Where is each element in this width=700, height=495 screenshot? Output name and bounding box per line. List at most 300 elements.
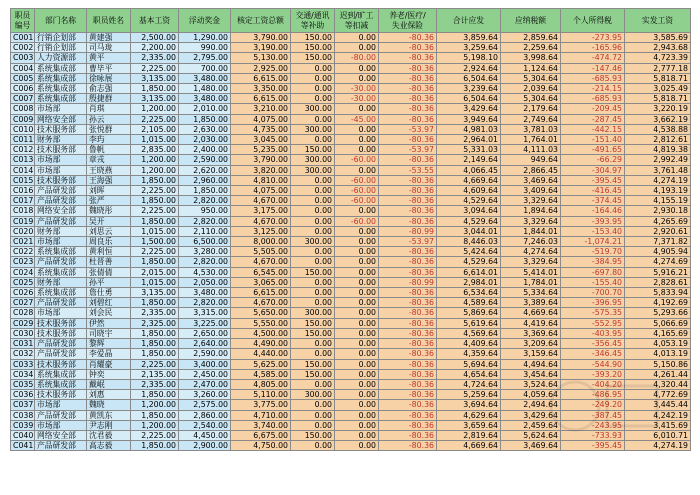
cell-deduction: 0.00	[335, 124, 379, 134]
cell-income-tax: -153.40	[561, 226, 625, 236]
cell-base-pay: 1,850.00	[131, 298, 179, 308]
cell-approved-total: 6,545.00	[231, 267, 291, 277]
cell-allowance: 0.00	[291, 114, 335, 124]
cell-name: 孙平	[87, 277, 131, 287]
cell-id: C014	[11, 165, 35, 175]
cell-approved-total: 4,810.00	[231, 175, 291, 185]
cell-name: 肖琪	[87, 104, 131, 114]
cell-income-tax: -147.46	[561, 63, 625, 73]
cell-income-tax: -387.45	[561, 410, 625, 420]
cell-net-pay: 4,193.19	[625, 186, 691, 196]
cell-bonus: 4,450.00	[179, 430, 231, 440]
cell-gross-pay: 3,659.64	[437, 420, 501, 430]
cell-income-tax: -151.40	[561, 135, 625, 145]
cell-bonus: 3,400.00	[179, 359, 231, 369]
cell-net-pay: 4,538.88	[625, 124, 691, 134]
cell-dept: 产品研发部	[35, 298, 87, 308]
cell-net-pay: 6,010.71	[625, 430, 691, 440]
cell-net-pay: 4,165.69	[625, 328, 691, 338]
table-row	[11, 104, 691, 114]
cell-allowance: 150.00	[291, 53, 335, 63]
cell-net-pay: 4,905.94	[625, 247, 691, 257]
cell-net-pay: 2,777.18	[625, 63, 691, 73]
table-row	[11, 155, 691, 165]
cell-allowance: 0.00	[291, 206, 335, 216]
cell-net-pay: 3,662.19	[625, 114, 691, 124]
table-row	[11, 359, 691, 369]
cell-net-pay: 4,242.19	[625, 410, 691, 420]
cell-gross-pay: 6,614.01	[437, 267, 501, 277]
cell-income-tax: -346.45	[561, 349, 625, 359]
header-allowance: 交通/通讯 等补助	[291, 9, 335, 33]
cell-income-tax: -374.45	[561, 196, 625, 206]
cell-income-tax: -697.80	[561, 267, 625, 277]
cell-name: 徐咏展	[87, 73, 131, 83]
cell-bonus: 2,820.00	[179, 298, 231, 308]
cell-gross-pay: 8,446.03	[437, 237, 501, 247]
cell-income-tax: -249.20	[561, 400, 625, 410]
cell-name: 司马珑	[87, 43, 131, 53]
cell-name: 刘思云	[87, 226, 131, 236]
cell-insurance: -80.36	[379, 379, 437, 389]
cell-income-tax: -165.96	[561, 43, 625, 53]
cell-income-tax: -416.45	[561, 186, 625, 196]
cell-income-tax: -214.15	[561, 84, 625, 94]
cell-taxable: 2,259.64	[501, 43, 561, 53]
cell-allowance: 0.00	[291, 196, 335, 206]
cell-gross-pay: 4,981.03	[437, 124, 501, 134]
cell-dept: 财务部	[35, 226, 87, 236]
table-row	[11, 349, 691, 359]
cell-income-tax: -393.20	[561, 369, 625, 379]
cell-dept: 市场部	[35, 420, 87, 430]
cell-insurance: -80.36	[379, 186, 437, 196]
cell-deduction: -80.00	[335, 53, 379, 63]
table-row	[11, 237, 691, 247]
cell-name: 鲁帆	[87, 145, 131, 155]
cell-allowance: 150.00	[291, 145, 335, 155]
cell-insurance: -53.97	[379, 237, 437, 247]
cell-allowance: 150.00	[291, 430, 335, 440]
cell-base-pay: 2,835.00	[131, 145, 179, 155]
cell-insurance: -80.36	[379, 339, 437, 349]
cell-deduction: -60.00	[335, 155, 379, 165]
cell-bonus: 2,110.00	[179, 226, 231, 236]
cell-name: 黄利恒	[87, 247, 131, 257]
cell-approved-total: 3,065.00	[231, 277, 291, 287]
cell-allowance: 0.00	[291, 226, 335, 236]
table-row	[11, 165, 691, 175]
salary-table	[10, 8, 691, 451]
cell-approved-total: 3,175.00	[231, 206, 291, 216]
table-row	[11, 84, 691, 94]
cell-insurance: -80.36	[379, 196, 437, 206]
cell-insurance: -80.36	[379, 441, 437, 451]
cell-deduction: 0.00	[335, 369, 379, 379]
cell-dept: 技术服务部	[35, 328, 87, 338]
cell-bonus: 2,640.00	[179, 339, 231, 349]
cell-name: 伊然	[87, 318, 131, 328]
cell-taxable: 1,764.01	[501, 135, 561, 145]
cell-dept: 财务部	[35, 277, 87, 287]
cell-net-pay: 2,992.49	[625, 155, 691, 165]
cell-taxable: 1,894.64	[501, 206, 561, 216]
cell-insurance: -80.36	[379, 155, 437, 165]
cell-dept: 市场部	[35, 165, 87, 175]
cell-income-tax: -287.45	[561, 114, 625, 124]
cell-base-pay: 2,500.00	[131, 33, 179, 43]
cell-taxable: 3,781.03	[501, 124, 561, 134]
cell-allowance: 0.00	[291, 257, 335, 267]
cell-bonus: 2,050.00	[179, 277, 231, 287]
cell-income-tax: -396.95	[561, 298, 625, 308]
cell-id: C033	[11, 359, 35, 369]
cell-deduction: 0.00	[335, 318, 379, 328]
cell-insurance: -80.36	[379, 349, 437, 359]
cell-insurance: -80.99	[379, 226, 437, 236]
cell-income-tax: -395.45	[561, 441, 625, 451]
cell-insurance: -80.36	[379, 369, 437, 379]
header-id: 职员 编号	[11, 9, 35, 33]
cell-approved-total: 5,110.00	[231, 390, 291, 400]
cell-net-pay: 5,818.71	[625, 94, 691, 104]
table-row	[11, 43, 691, 53]
cell-id: C020	[11, 226, 35, 236]
cell-bonus: 2,960.00	[179, 175, 231, 185]
cell-base-pay: 1,200.00	[131, 420, 179, 430]
cell-bonus: 2,820.00	[179, 196, 231, 206]
cell-dept: 系统集成部	[35, 73, 87, 83]
cell-taxable: 3,469.64	[501, 175, 561, 185]
cell-approved-total: 4,735.00	[231, 124, 291, 134]
cell-gross-pay: 2,924.64	[437, 63, 501, 73]
cell-name: 司晓宇	[87, 328, 131, 338]
cell-approved-total: 4,075.00	[231, 114, 291, 124]
cell-bonus: 1,480.00	[179, 84, 231, 94]
cell-bonus: 2,795.00	[179, 53, 231, 63]
cell-income-tax: -552.95	[561, 318, 625, 328]
cell-id: C029	[11, 318, 35, 328]
cell-id: C005	[11, 73, 35, 83]
cell-income-tax: -474.72	[561, 53, 625, 63]
cell-name: 俞志强	[87, 84, 131, 94]
cell-id: C037	[11, 400, 35, 410]
cell-approved-total: 4,075.00	[231, 186, 291, 196]
cell-approved-total: 3,775.00	[231, 400, 291, 410]
cell-name: 沈君毅	[87, 430, 131, 440]
cell-approved-total: 4,670.00	[231, 298, 291, 308]
cell-bonus: 2,650.00	[179, 328, 231, 338]
cell-id: C022	[11, 247, 35, 257]
cell-bonus: 2,030.00	[179, 135, 231, 145]
cell-name: 吴开	[87, 216, 131, 226]
cell-base-pay: 1,850.00	[131, 328, 179, 338]
table-row	[11, 124, 691, 134]
cell-dept: 网络安全部	[35, 430, 87, 440]
cell-bonus: 2,620.00	[179, 165, 231, 175]
cell-gross-pay: 2,964.01	[437, 135, 501, 145]
cell-income-tax: -395.45	[561, 175, 625, 185]
cell-gross-pay: 3,259.64	[437, 43, 501, 53]
cell-insurance: -80.99	[379, 277, 437, 287]
cell-dept: 行销企划部	[35, 43, 87, 53]
cell-insurance: -80.36	[379, 390, 437, 400]
cell-net-pay: 4,274.19	[625, 441, 691, 451]
cell-allowance: 0.00	[291, 379, 335, 389]
cell-net-pay: 4,192.69	[625, 298, 691, 308]
cell-insurance: -53.97	[379, 124, 437, 134]
cell-name: 高志毅	[87, 441, 131, 451]
cell-income-tax: -700.70	[561, 288, 625, 298]
cell-base-pay: 2,325.00	[131, 318, 179, 328]
table-row	[11, 288, 691, 298]
cell-id: C008	[11, 104, 35, 114]
cell-insurance: -80.36	[379, 53, 437, 63]
cell-taxable: 2,749.64	[501, 114, 561, 124]
cell-gross-pay: 3,094.64	[437, 206, 501, 216]
cell-income-tax: -486.95	[561, 390, 625, 400]
cell-insurance: -80.36	[379, 400, 437, 410]
cell-bonus: 3,480.00	[179, 94, 231, 104]
table-row	[11, 410, 691, 420]
cell-approved-total: 4,585.00	[231, 369, 291, 379]
header-deduction: 迟到/旷工 等扣减	[335, 9, 379, 33]
cell-taxable: 2,866.45	[501, 165, 561, 175]
cell-income-tax: -393.95	[561, 216, 625, 226]
cell-allowance: 300.00	[291, 124, 335, 134]
table-row	[11, 73, 691, 83]
cell-deduction: -60.00	[335, 196, 379, 206]
cell-dept: 技术服务部	[35, 359, 87, 369]
cell-gross-pay: 4,654.64	[437, 369, 501, 379]
cell-base-pay: 1,850.00	[131, 257, 179, 267]
cell-base-pay: 2,225.00	[131, 186, 179, 196]
cell-income-tax: -685.93	[561, 94, 625, 104]
cell-income-tax: -209.45	[561, 104, 625, 114]
cell-approved-total: 3,350.00	[231, 84, 291, 94]
table-row	[11, 369, 691, 379]
table-row	[11, 318, 691, 328]
cell-base-pay: 2,200.00	[131, 43, 179, 53]
cell-gross-pay: 3,429.64	[437, 104, 501, 114]
cell-bonus: 2,575.00	[179, 400, 231, 410]
cell-id: C007	[11, 94, 35, 104]
cell-name: 章戎	[87, 155, 131, 165]
cell-net-pay: 3,445.44	[625, 400, 691, 410]
cell-net-pay: 4,013.19	[625, 349, 691, 359]
cell-name: 尹志刚	[87, 420, 131, 430]
cell-insurance: -80.36	[379, 420, 437, 430]
cell-dept: 产品研发部	[35, 186, 87, 196]
cell-base-pay: 1,850.00	[131, 84, 179, 94]
cell-base-pay: 2,335.00	[131, 308, 179, 318]
cell-allowance: 0.00	[291, 277, 335, 287]
cell-bonus: 2,820.00	[179, 257, 231, 267]
table-body	[11, 33, 691, 451]
cell-net-pay: 4,274.69	[625, 257, 691, 267]
cell-id: C024	[11, 267, 35, 277]
cell-dept: 技术服务部	[35, 175, 87, 185]
cell-taxable: 2,459.64	[501, 420, 561, 430]
header-name: 职员姓名	[87, 9, 131, 33]
cell-net-pay: 2,943.68	[625, 43, 691, 53]
cell-dept: 网络安全部	[35, 206, 87, 216]
cell-name: 张倩倩	[87, 267, 131, 277]
cell-dept: 产品研发部	[35, 257, 87, 267]
table-row	[11, 145, 691, 155]
cell-name: 魏晓	[87, 400, 131, 410]
cell-id: C034	[11, 369, 35, 379]
cell-base-pay: 1,500.00	[131, 237, 179, 247]
cell-id: C027	[11, 298, 35, 308]
cell-dept: 产品研发部	[35, 196, 87, 206]
cell-bonus: 3,260.00	[179, 390, 231, 400]
cell-taxable: 3,429.64	[501, 410, 561, 420]
cell-net-pay: 5,066.69	[625, 318, 691, 328]
cell-base-pay: 2,225.00	[131, 359, 179, 369]
cell-deduction: 0.00	[335, 288, 379, 298]
cell-approved-total: 5,505.00	[231, 247, 291, 257]
cell-gross-pay: 4,569.64	[437, 328, 501, 338]
cell-id: C035	[11, 379, 35, 389]
cell-approved-total: 5,235.00	[231, 145, 291, 155]
cell-taxable: 3,369.64	[501, 328, 561, 338]
table-row	[11, 94, 691, 104]
cell-gross-pay: 4,669.64	[437, 175, 501, 185]
cell-base-pay: 1,200.00	[131, 155, 179, 165]
cell-bonus: 3,480.00	[179, 288, 231, 298]
cell-bonus: 2,590.00	[179, 155, 231, 165]
cell-deduction: 0.00	[335, 135, 379, 145]
cell-approved-total: 4,670.00	[231, 257, 291, 267]
cell-id: C031	[11, 339, 35, 349]
cell-bonus: 2,630.00	[179, 124, 231, 134]
cell-deduction: 0.00	[335, 359, 379, 369]
cell-net-pay: 3,025.49	[625, 84, 691, 94]
cell-allowance: 150.00	[291, 43, 335, 53]
cell-id: C015	[11, 175, 35, 185]
cell-insurance: -80.36	[379, 410, 437, 420]
cell-insurance: -80.36	[379, 104, 437, 114]
cell-insurance: -80.36	[379, 43, 437, 53]
cell-income-tax: -519.70	[561, 247, 625, 257]
cell-name: 孙云	[87, 114, 131, 124]
header-insurance: 养老/医疗/ 失业保险	[379, 9, 437, 33]
cell-gross-pay: 4,669.64	[437, 441, 501, 451]
cell-base-pay: 3,135.00	[131, 94, 179, 104]
header-taxable: 应纳税额	[501, 9, 561, 33]
cell-taxable: 2,859.64	[501, 33, 561, 43]
header-gross-pay: 合计应发	[437, 9, 501, 33]
cell-dept: 市场部	[35, 308, 87, 318]
cell-taxable: 3,209.64	[501, 339, 561, 349]
cell-approved-total: 6,615.00	[231, 288, 291, 298]
cell-id: C018	[11, 206, 35, 216]
cell-dept: 系统集成部	[35, 63, 87, 73]
cell-taxable: 1,784.01	[501, 277, 561, 287]
cell-net-pay: 4,265.69	[625, 216, 691, 226]
cell-id: C001	[11, 33, 35, 43]
cell-income-tax: -544.90	[561, 359, 625, 369]
cell-net-pay: 4,819.38	[625, 145, 691, 155]
cell-insurance: -80.36	[379, 73, 437, 83]
cell-taxable: 3,469.64	[501, 441, 561, 451]
table-row	[11, 63, 691, 73]
cell-deduction: 0.00	[335, 165, 379, 175]
cell-bonus: 1,290.00	[179, 33, 231, 43]
cell-gross-pay: 4,359.64	[437, 349, 501, 359]
cell-approved-total: 2,925.00	[231, 63, 291, 73]
cell-id: C025	[11, 277, 35, 287]
cell-net-pay: 4,320.44	[625, 379, 691, 389]
cell-taxable: 3,329.64	[501, 257, 561, 267]
cell-insurance: -80.36	[379, 288, 437, 298]
cell-deduction: 0.00	[335, 206, 379, 216]
cell-deduction: -60.00	[335, 175, 379, 185]
cell-net-pay: 2,930.18	[625, 206, 691, 216]
table-row	[11, 339, 691, 349]
cell-gross-pay: 3,949.64	[437, 114, 501, 124]
cell-base-pay: 1,850.00	[131, 390, 179, 400]
header-approved-total: 核定工资总额	[231, 9, 291, 33]
table-row	[11, 430, 691, 440]
table-row	[11, 186, 691, 196]
cell-taxable: 4,669.64	[501, 308, 561, 318]
header-bonus: 浮动奖金	[179, 9, 231, 33]
cell-deduction: 0.00	[335, 237, 379, 247]
cell-id: C026	[11, 288, 35, 298]
cell-taxable: 2,179.64	[501, 104, 561, 114]
cell-deduction: 0.00	[335, 298, 379, 308]
cell-gross-pay: 5,424.64	[437, 247, 501, 257]
table-row	[11, 226, 691, 236]
table-row	[11, 328, 691, 338]
cell-allowance: 0.00	[291, 216, 335, 226]
cell-gross-pay: 5,198.10	[437, 53, 501, 63]
cell-deduction: 0.00	[335, 379, 379, 389]
cell-approved-total: 4,490.00	[231, 339, 291, 349]
cell-base-pay: 1,850.00	[131, 175, 179, 185]
cell-taxable: 7,246.03	[501, 237, 561, 247]
cell-base-pay: 1,850.00	[131, 216, 179, 226]
cell-gross-pay: 5,331.03	[437, 145, 501, 155]
cell-deduction: 0.00	[335, 63, 379, 73]
cell-approved-total: 5,650.00	[231, 308, 291, 318]
cell-id: C017	[11, 196, 35, 206]
cell-insurance: -80.36	[379, 359, 437, 369]
cell-allowance: 0.00	[291, 410, 335, 420]
cell-taxable: 3,998.64	[501, 53, 561, 63]
cell-approved-total: 4,710.00	[231, 410, 291, 420]
header-row	[11, 9, 691, 33]
cell-name: 戴岷	[87, 379, 131, 389]
cell-dept: 技术服务部	[35, 318, 87, 328]
cell-name: 黄平	[87, 53, 131, 63]
cell-insurance: -80.36	[379, 267, 437, 277]
cell-deduction: 0.00	[335, 430, 379, 440]
cell-allowance: 0.00	[291, 441, 335, 451]
cell-insurance: -80.36	[379, 135, 437, 145]
cell-approved-total: 5,625.00	[231, 359, 291, 369]
cell-deduction: 0.00	[335, 267, 379, 277]
cell-name: 张严	[87, 196, 131, 206]
cell-deduction: -45.00	[335, 114, 379, 124]
cell-bonus: 6,500.00	[179, 237, 231, 247]
cell-base-pay: 1,850.00	[131, 196, 179, 206]
cell-approved-total: 6,615.00	[231, 94, 291, 104]
cell-base-pay: 3,135.00	[131, 288, 179, 298]
cell-income-tax: -733.93	[561, 430, 625, 440]
